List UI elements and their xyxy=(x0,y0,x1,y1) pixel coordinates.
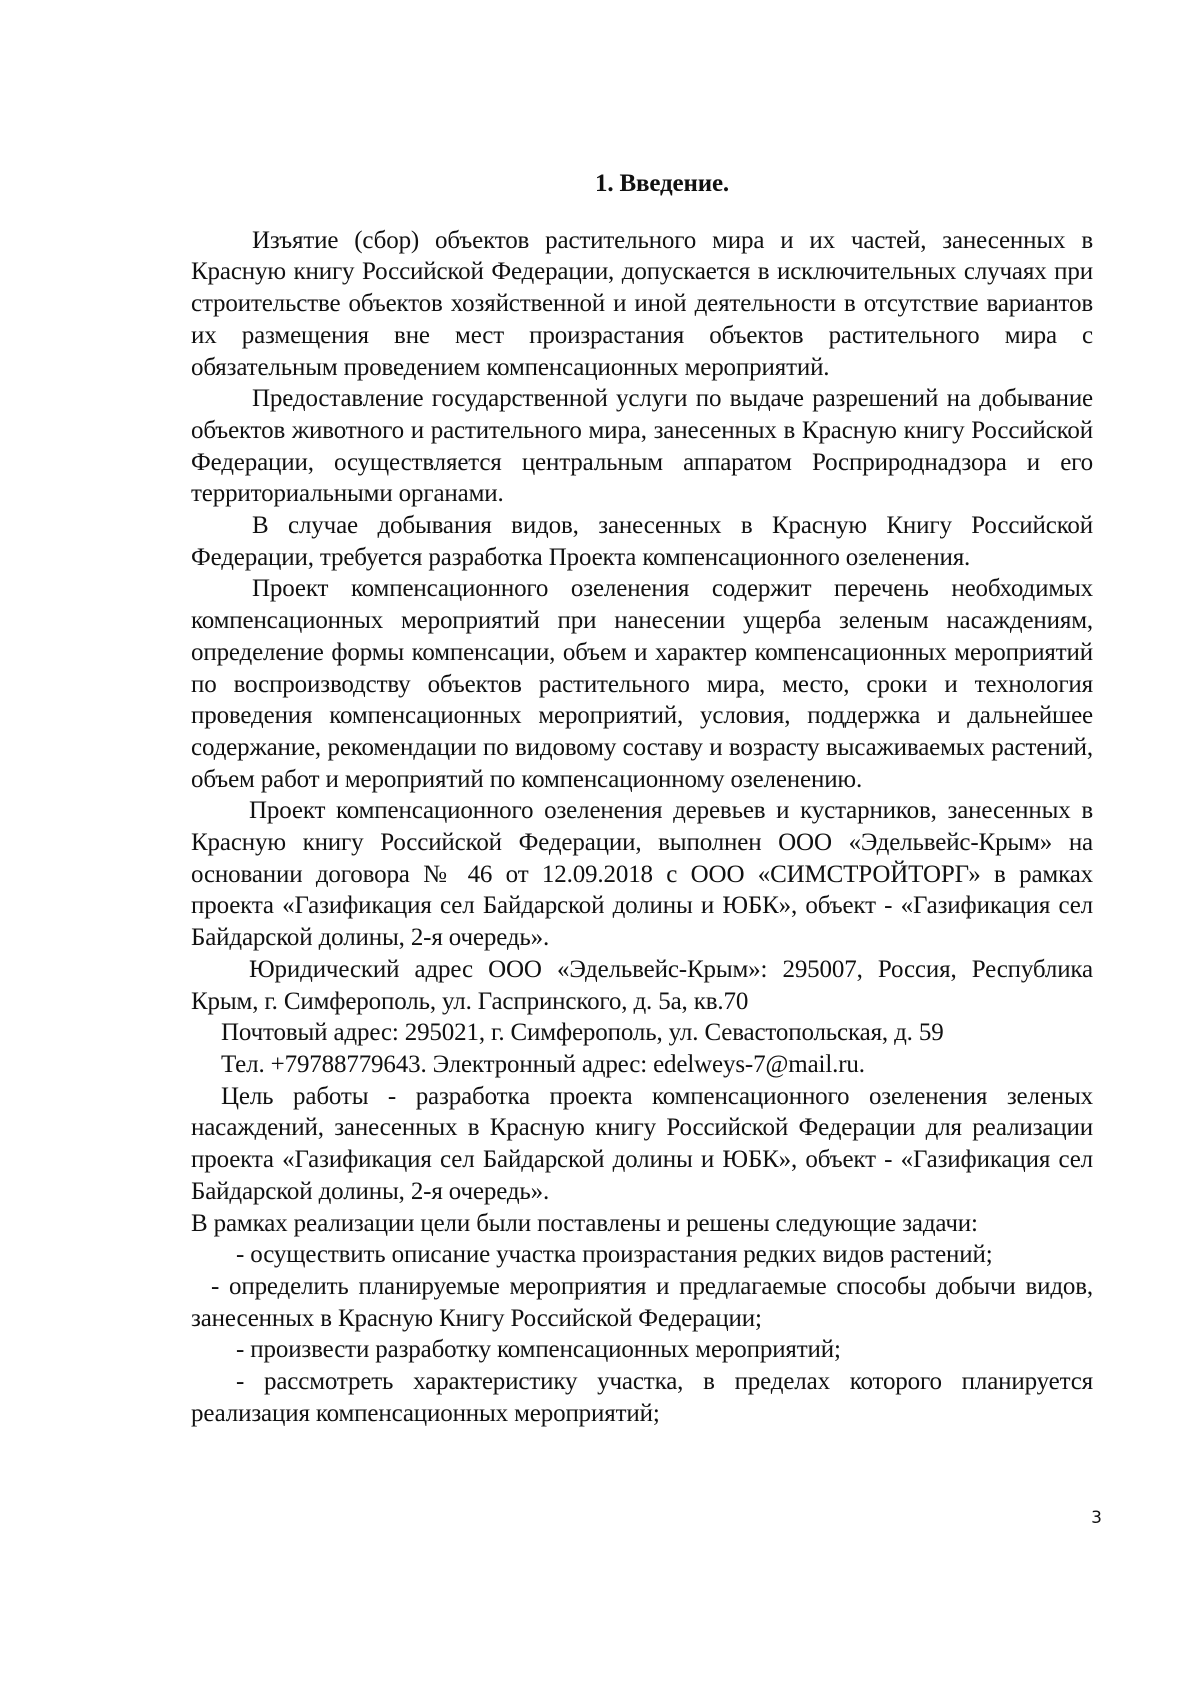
section-heading: 1. Введение. xyxy=(594,170,730,197)
paragraph-goal: Цель работы - разработка проекта компенсационного озеленения зеленых насаждений, занесенных в Красную книгу Российской Федерации для реализации проекта «Газификация сел Байдарской долины и ЮБК», объект - «Газификация сел Байдарской долины, 2-я очередь». xyxy=(191,1082,1093,1205)
paragraph-project-executor: Проект компенсационного озеленения деревьев и кустарников, занесенных в Красную книгу Российской Федерации, выполнен ООО «Эдельвейс-Крым» на основании договора № 46 от 12.09.2018 с ООО «СИМСТРОЙТОРГ» в рамках проекта «Газификация сел Байдарской долины и ЮБК», объект - «Газификация сел Байдарской долины, 2-я очередь». xyxy=(191,797,1093,952)
paragraph-withdrawal: Изъятие (сбор) объектов растительного мира и их частей, занесенных в Красную книгу Российской Федерации, допускается в исключительных случаях при строительстве объектов хозяйственной и иной деятельности в отсутствие вариантов их размещения вне мест произрастания объектов растительного мира с обязательным проведением компенсационных мероприятий. xyxy=(191,226,1093,381)
paragraph-state-service: Предоставление государственной услуги по выдаче разрешений на добывание объектов животного и растительного мира, занесенных в Красную книгу Российской Федерации, осуществляется центральным аппаратом Росприроднадзора и его территориальными органами. xyxy=(191,385,1093,508)
page-body xyxy=(191,168,1093,1429)
paragraph-extraction-case: В случае добывания видов, занесенных в Красную Книгу Российской Федерации, требуется разработка Проекта компенсационного озеленения. xyxy=(191,512,1093,571)
page-number: 3 xyxy=(1091,1508,1102,1528)
paragraph-legal-address: Юридический адрес ООО «Эдельвейс-Крым»: 295007, Россия, Республика Крым, г. Симферополь, ул. Гаспринского, д. 5а, кв.70 xyxy=(191,955,1093,1015)
list-item-task-1: - осуществить описание участка произрастания редких видов растений; xyxy=(236,1241,993,1269)
paragraph-contacts: Тел. +79788779643. Электронный адрес: edelweys-7@mail.ru. xyxy=(221,1050,865,1078)
list-item-task-2: - определить планируемые мероприятия и предлагаемые способы добычи видов, занесенных в Красную Книгу Российской Федерации; xyxy=(191,1272,1093,1332)
paragraph-postal-address: Почтовый адрес: 295021, г. Симферополь, ул. Севастопольская, д. 59 xyxy=(221,1019,944,1047)
paragraph-tasks-intro: В рамках реализации цели были поставлены и решены следующие задачи: xyxy=(191,1209,978,1237)
list-item-task-3: - произвести разработку компенсационных мероприятий; xyxy=(236,1336,841,1364)
paragraph-project-content: Проект компенсационного озеленения содержит перечень необходимых компенсационных мероприятий при нанесении ущерба зеленым насаждениям, определение формы компенсации, объем и характер компенсационных мероприятий по воспроизводству объектов растительного мира, место, сроки и технология проведения компенсационных мероприятий, условия, поддержка и дальнейшее содержание, рекомендации по видовому составу и возрасту высаживаемых растений, объем работ и мероприятий по компенсационному озеленению. xyxy=(191,575,1093,793)
list-item-task-4: - рассмотреть характеристику участка, в пределах которого планируется реализация компенсационных мероприятий; xyxy=(191,1368,1093,1427)
